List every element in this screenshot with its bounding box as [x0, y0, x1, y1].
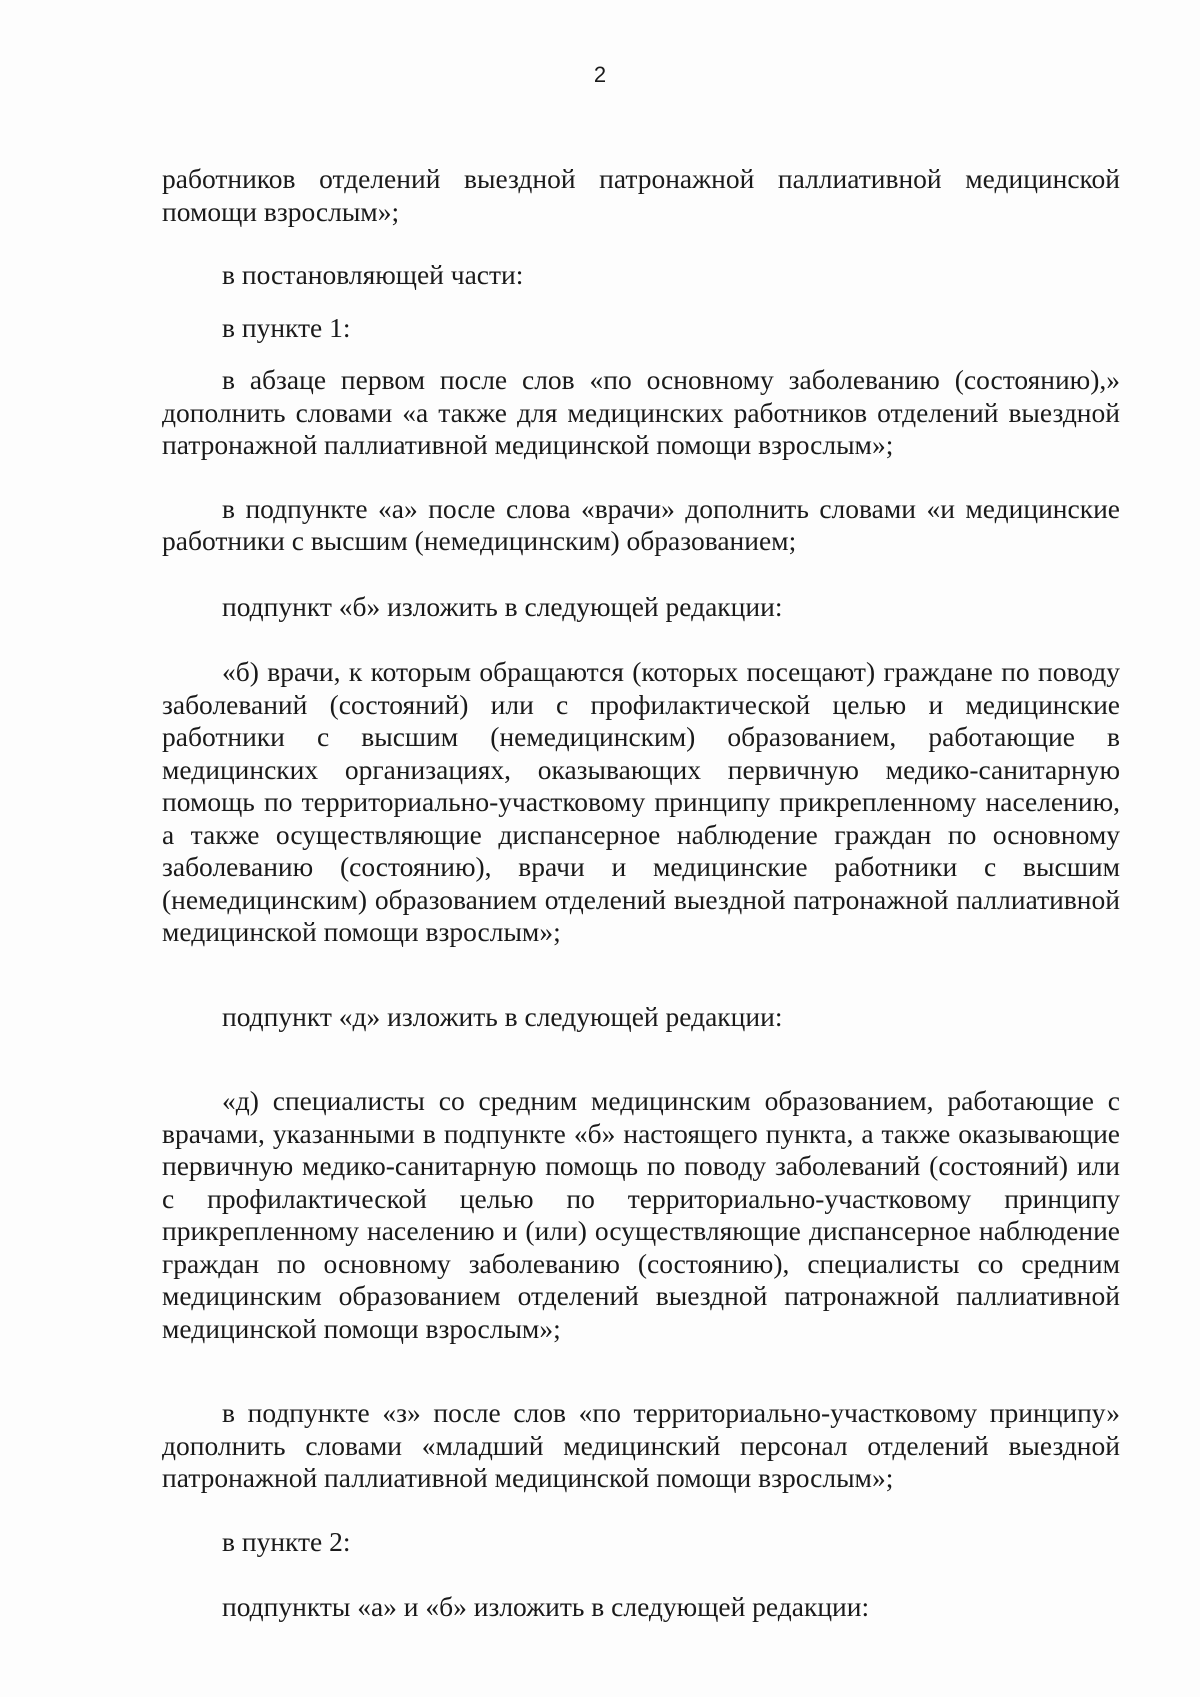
paragraph-subpoint-b-text: «б) врачи, к которым обращаются (которых посещают) граждане по поводу заболеваний (состояний) или с профилактической целью и медицинские работники с высшим (немедицинским) образованием, работающие в медицинских организациях, оказывающих первичную медико-санитарную помощь по территориально-участковому принципу прикрепленному населению, а также осуществляющие диспансерное наблюдение граждан по основному заболеванию (состоянию), врачи и медицинские работники с высшим (немедицинским) образованием отделений выездной патронажной паллиативной медицинской помощи взрослым»;: [162, 656, 1120, 947]
paragraph-continuation: работников отделений выездной патронажной паллиативной медицинской помощи взрослым»;: [162, 163, 1120, 227]
paragraph-subpoint-d-text: «д) специалисты со средним медицинским образованием, работающие с врачами, указанными в подпункте «б» настоящего пункта, а также оказывающие первичную медико-санитарную помощь по поводу заболеваний (состояний) или с профилактической целью по территориально-участковому принципу прикрепленному населению и (или) осуществляющие диспансерное наблюдение граждан по основному заболеванию (состоянию), специалисты со средним медицинским образованием отделений выездной патронажной паллиативной медицинской помощи взрослым»;: [162, 1085, 1120, 1344]
paragraph-subpoint-a: в подпункте «а» после слова «врачи» дополнить словами «и медицинские работники с высшим (немедицинским) образованием;: [162, 492, 1120, 556]
paragraph-subpoint-d-heading: подпункт «д» изложить в следующей редакции:: [222, 1000, 783, 1032]
paragraph-first-subparagraph: в абзаце первом после слов «по основному заболеванию (состоянию),» дополнить словами «а также для медицинских работников отделений выездной патронажной паллиативной медицинской помощи взрослым»;: [162, 364, 1120, 460]
document-body: [162, 163, 1120, 1624]
paragraph-point-1: в пункте 1:: [222, 311, 351, 343]
paragraph-operative-part: в постановляющей части:: [222, 259, 524, 290]
paragraph-subpoint-z: в подпункте «з» после слов «по территориально-участковому принципу» дополнить словами «младший медицинский персонал отделений выездной патронажной паллиативной медицинской помощи взрослым»;: [162, 1397, 1120, 1493]
paragraph-subpoint-b-heading: подпункт «б» изложить в следующей редакции:: [222, 590, 783, 622]
page-number: 2: [593, 62, 607, 87]
paragraph-point-2: в пункте 2:: [222, 1525, 351, 1557]
paragraph-subpoints-a-b: подпункты «а» и «б» изложить в следующей редакции:: [222, 1591, 870, 1622]
